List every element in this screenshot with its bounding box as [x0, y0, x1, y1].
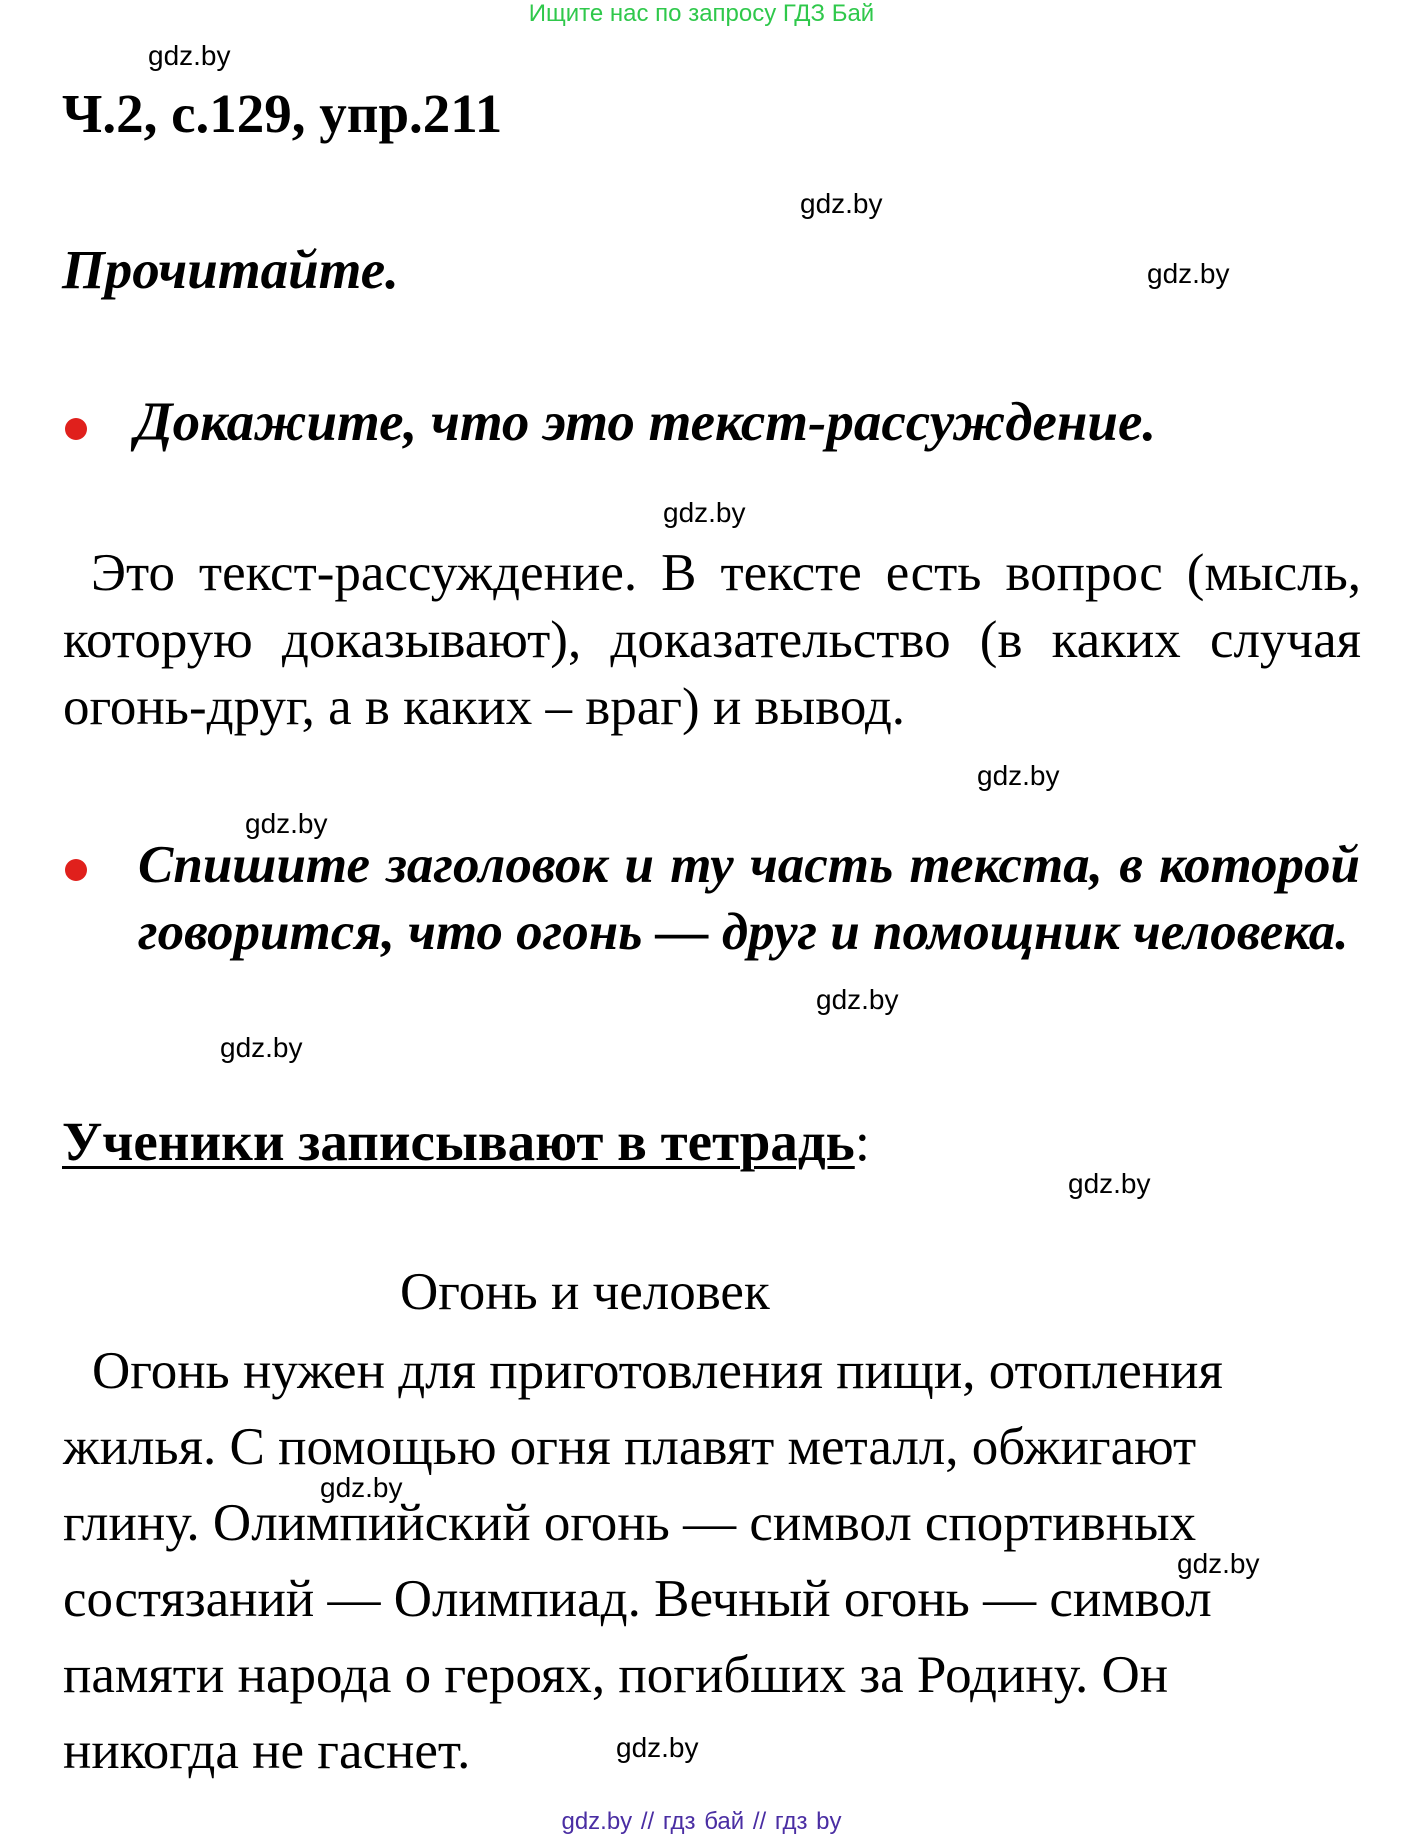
instruction-read: Прочитайте.: [62, 239, 399, 300]
notebook-heading-text: Ученики записывают в тетрадь: [62, 1111, 855, 1172]
footer-links: gdz.by // гдз бай // гдз by: [561, 1808, 842, 1835]
story-line: состязаний — Олимпиад. Вечный огонь — символ: [63, 1570, 1212, 1628]
bullet-icon: [65, 418, 87, 440]
watermark: gdz.by: [816, 984, 899, 1015]
watermark: gdz.by: [977, 760, 1060, 791]
story-text: [63, 1333, 1363, 1789]
watermark: gdz.by: [220, 1032, 303, 1063]
notebook-heading-colon: :: [854, 1111, 871, 1172]
watermark: gdz.by: [1147, 258, 1230, 289]
instruction-task-2: Спишите заголовок и ту часть текста, в которой говорится, что огонь — друг и помощник человека.: [138, 836, 1360, 961]
top-banner: Ищите нас по запросу ГДЗ Бай: [528, 0, 875, 27]
bullet-icon: [65, 859, 87, 881]
answer-text: Это текст-рассуждение. В тексте есть вопрос (мысль, которую доказывают), доказательство (в каких случая огонь-друг, а в каких – враг) и вывод.: [63, 544, 1361, 736]
watermark: gdz.by: [320, 1472, 403, 1503]
story-line: жилья. С помощью огня плавят металл, обжигают: [63, 1418, 1197, 1476]
watermark: gdz.by: [663, 497, 746, 528]
notebook-heading: [62, 1110, 870, 1173]
watermark: gdz.by: [616, 1732, 699, 1763]
instruction-task-1: Докажите, что это текст-рассуждение.: [135, 391, 1157, 452]
watermark: gdz.by: [800, 188, 883, 219]
watermark: gdz.by: [1177, 1548, 1260, 1579]
story-title: Огонь и человек: [400, 1263, 770, 1321]
story-line: глину. Олимпийский огонь — символ спортивных: [63, 1494, 1197, 1552]
story-line: никогда не гаснет.: [63, 1722, 471, 1780]
story-line: памяти народа о героях, погибших за Родину. Он: [63, 1646, 1169, 1704]
story-line: Огонь нужен для приготовления пищи, отопления: [92, 1342, 1223, 1400]
watermark: gdz.by: [245, 808, 328, 839]
watermark: gdz.by: [1068, 1168, 1151, 1199]
exercise-title: Ч.2, с.129, упр.211: [62, 83, 503, 144]
watermark: gdz.by: [148, 40, 231, 71]
